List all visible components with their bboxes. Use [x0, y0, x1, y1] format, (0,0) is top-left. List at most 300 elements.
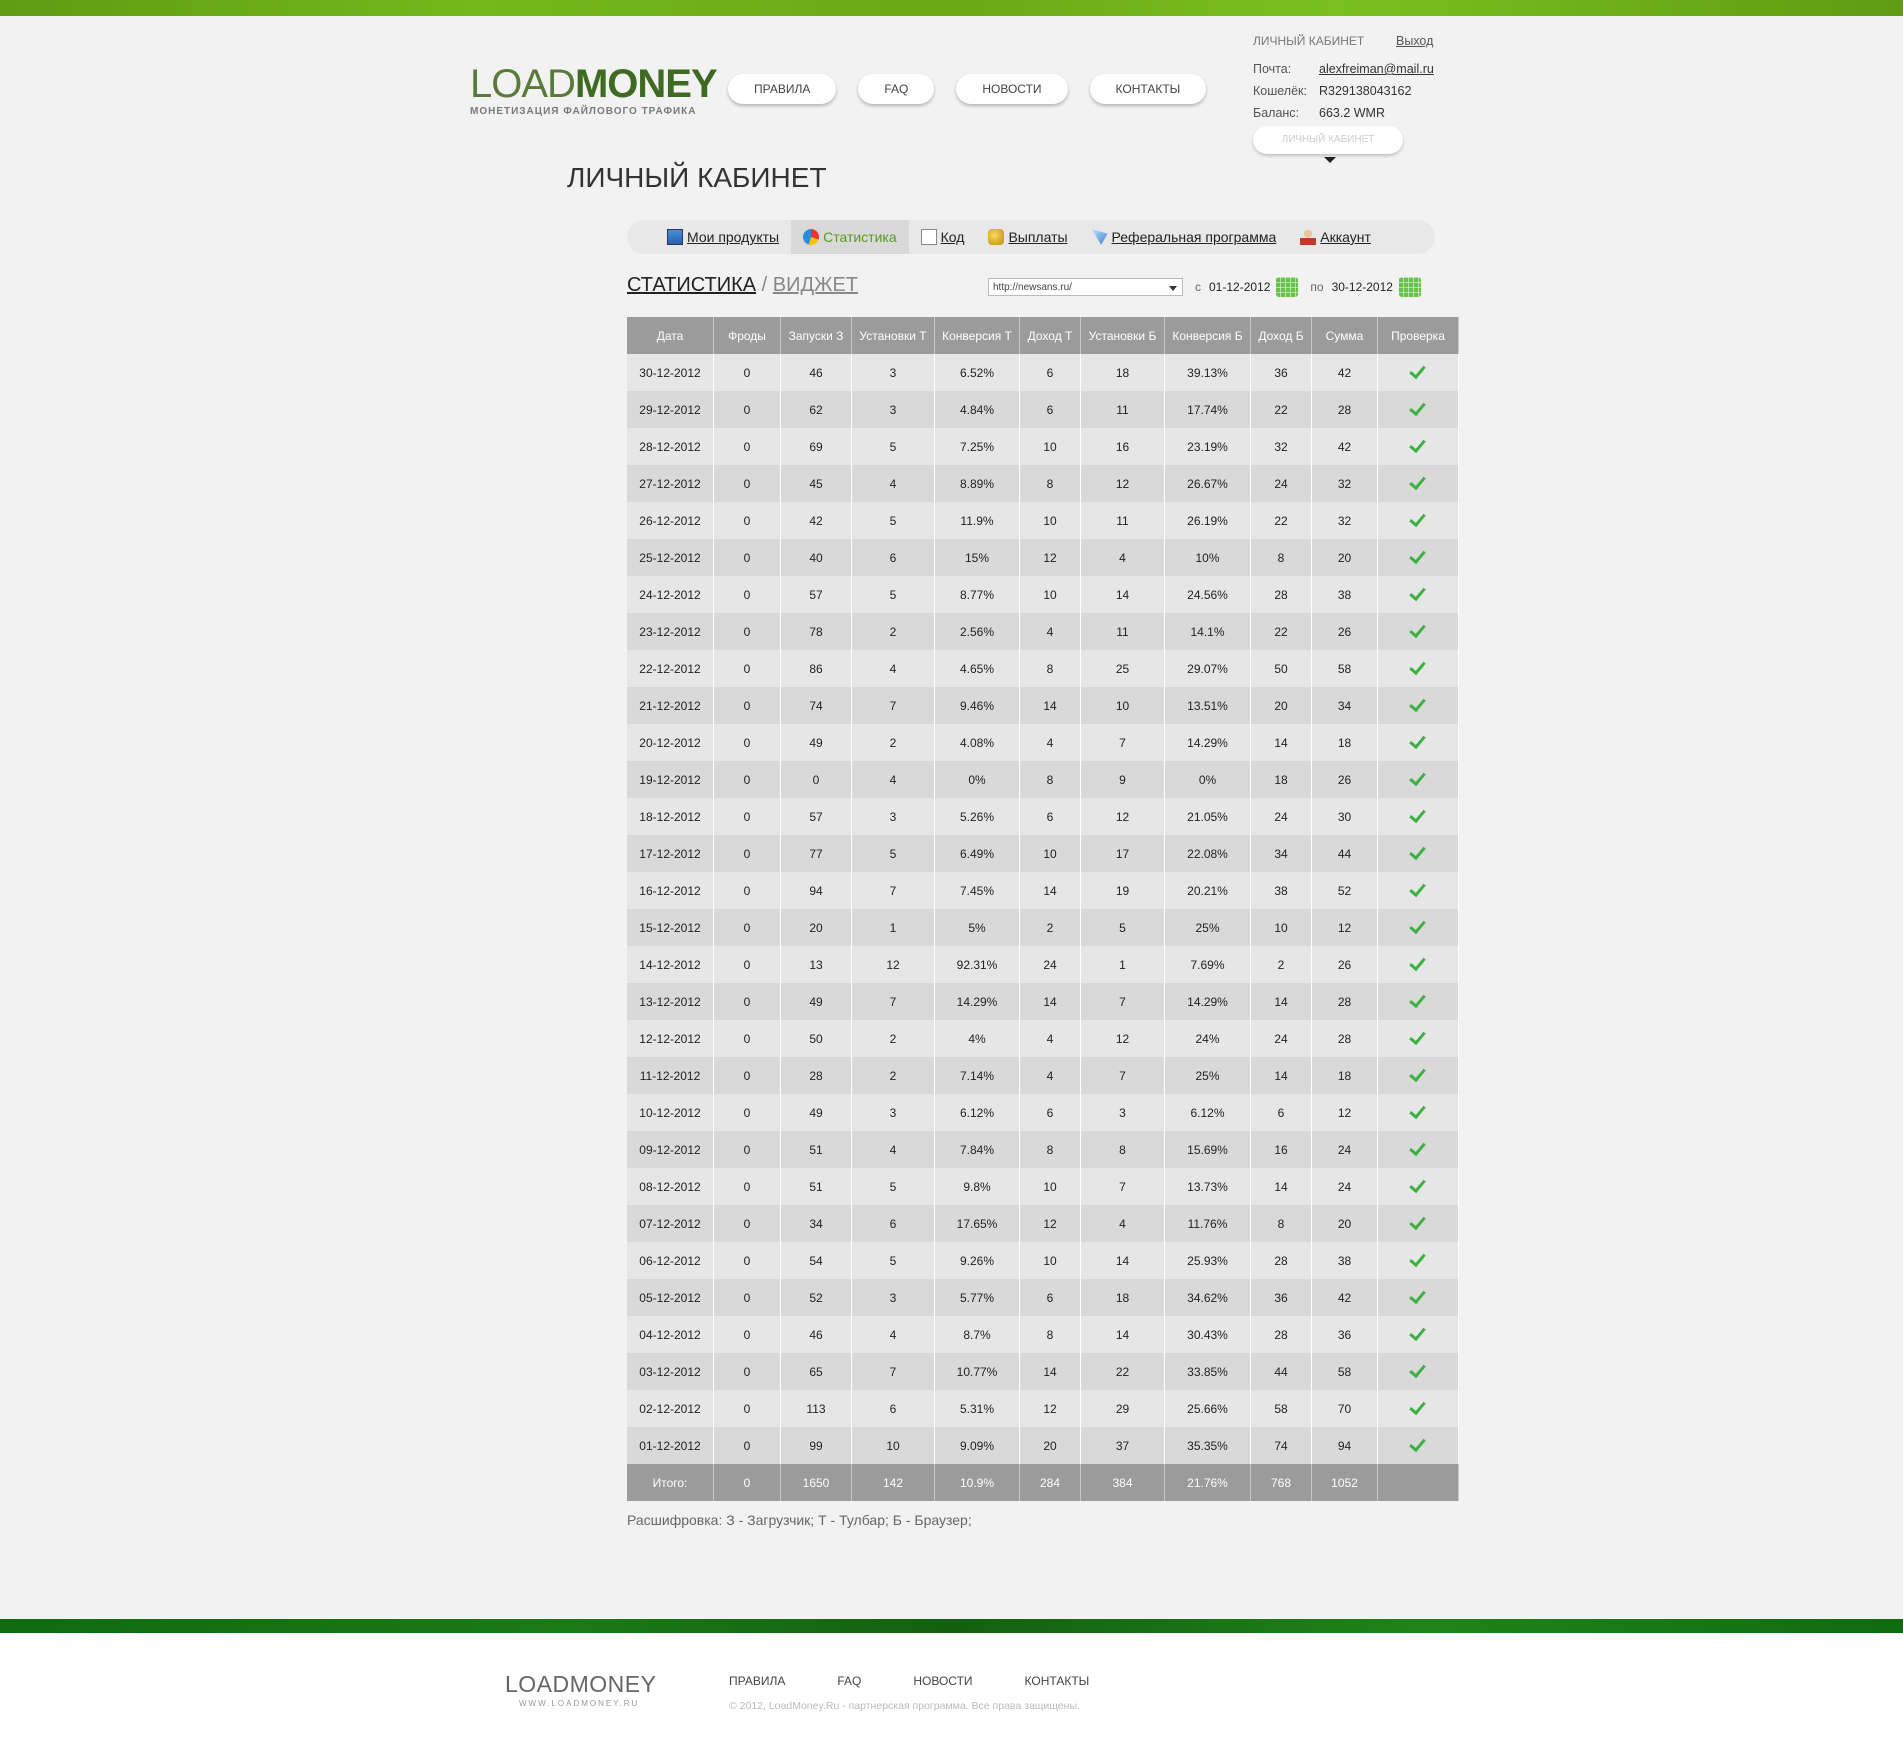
table-cell: 113: [781, 1390, 852, 1427]
table-cell: 14: [1081, 1242, 1165, 1279]
table-cell: 32: [1312, 465, 1378, 502]
table-cell: 28: [1312, 1020, 1378, 1057]
table-cell: 15%: [935, 539, 1020, 576]
table-cell: 9.46%: [935, 687, 1020, 724]
table-cell: 12: [1312, 1094, 1378, 1131]
checkmark-icon: [1410, 1362, 1426, 1378]
table-cell: 5: [852, 576, 935, 613]
table-cell: 0: [714, 354, 781, 391]
total-cell: [1378, 1464, 1459, 1501]
table-row: [627, 465, 1459, 502]
table-cell: 12: [1020, 1390, 1081, 1427]
table-cell: 4: [852, 465, 935, 502]
table-cell: 0: [714, 1390, 781, 1427]
table-cell: 18: [1312, 724, 1378, 761]
verified-cell: [1378, 613, 1459, 650]
table-row: [627, 576, 1459, 613]
page-title: ЛИЧНЫЙ КАБИНЕТ: [567, 162, 827, 193]
table-cell: 22: [1251, 613, 1312, 650]
verified-cell: [1378, 1279, 1459, 1316]
table-cell: 49: [781, 1094, 852, 1131]
logo-money-text: MONEY: [574, 62, 717, 106]
table-cell: 8: [1020, 761, 1081, 798]
total-cell: 10.9%: [935, 1464, 1020, 1501]
table-cell: 11: [1081, 613, 1165, 650]
table-cell: 7: [1081, 1168, 1165, 1205]
table-cell: 15.69%: [1165, 1131, 1251, 1168]
verified-cell: [1378, 502, 1459, 539]
verified-cell: [1378, 1057, 1459, 1094]
table-cell: 0: [714, 872, 781, 909]
table-cell: 35.35%: [1165, 1427, 1251, 1464]
table-cell: 4.65%: [935, 650, 1020, 687]
table-cell: 42: [781, 502, 852, 539]
table-cell: 9: [1081, 761, 1165, 798]
table-cell: 37: [1081, 1427, 1165, 1464]
table-cell: 04-12-2012: [627, 1316, 714, 1353]
logo[interactable]: [470, 62, 717, 120]
table-cell: 14: [1081, 576, 1165, 613]
table-cell: 0: [714, 1353, 781, 1390]
table-cell: 14-12-2012: [627, 946, 714, 983]
widget-link[interactable]: ВИДЖЕТ: [772, 274, 859, 296]
table-cell: 52: [1312, 872, 1378, 909]
table-cell: 11: [1081, 502, 1165, 539]
table-cell: 23-12-2012: [627, 613, 714, 650]
table-cell: 22: [1251, 502, 1312, 539]
table-cell: 13.51%: [1165, 687, 1251, 724]
email-label: Почта:: [1253, 62, 1292, 76]
table-cell: 8: [1020, 1316, 1081, 1353]
table-row: [627, 1427, 1459, 1464]
table-cell: 24: [1251, 465, 1312, 502]
table-cell: 4: [852, 650, 935, 687]
table-row: [627, 1094, 1459, 1131]
cabinet-button[interactable]: ЛИЧНЫЙ КАБИНЕТ: [1253, 126, 1403, 154]
checkmark-icon: [1410, 770, 1426, 786]
footer-nav-faq[interactable]: FAQ: [837, 1674, 862, 1688]
table-cell: 6.52%: [935, 354, 1020, 391]
table-cell: 30: [1312, 798, 1378, 835]
nav-rules-button[interactable]: ПРАВИЛА: [728, 74, 836, 104]
total-cell: 21.76%: [1165, 1464, 1251, 1501]
table-cell: 4: [1020, 613, 1081, 650]
calendar-icon[interactable]: [1399, 277, 1421, 297]
table-cell: 5: [852, 835, 935, 872]
table-cell: 23.19%: [1165, 428, 1251, 465]
table-cell: 58: [1312, 650, 1378, 687]
table-cell: 16-12-2012: [627, 872, 714, 909]
checkmark-icon: [1410, 955, 1426, 971]
table-cell: 0: [714, 1205, 781, 1242]
tab-account[interactable]: [1288, 220, 1383, 254]
table-row: [627, 1168, 1459, 1205]
table-cell: 10: [1251, 909, 1312, 946]
footer-stripe: [0, 1619, 1903, 1633]
total-cell: 768: [1251, 1464, 1312, 1501]
site-select[interactable]: [988, 278, 1183, 296]
tab-my-products[interactable]: [655, 220, 791, 254]
table-cell: 21-12-2012: [627, 687, 714, 724]
footer-nav-rules[interactable]: ПРАВИЛА: [729, 1674, 786, 1688]
table-cell: 0: [714, 391, 781, 428]
table-body: [627, 354, 1459, 1501]
column-header: Конверсия Б: [1165, 317, 1251, 354]
tab-code[interactable]: [909, 220, 977, 254]
table-cell: 10-12-2012: [627, 1094, 714, 1131]
table-cell: 05-12-2012: [627, 1279, 714, 1316]
table-cell: 0: [714, 650, 781, 687]
table-cell: 2: [1020, 909, 1081, 946]
table-cell: 4: [1020, 1057, 1081, 1094]
table-cell: 14: [1020, 687, 1081, 724]
table-header-row: [627, 317, 1459, 354]
table-cell: 0: [714, 909, 781, 946]
table-cell: 10.77%: [935, 1353, 1020, 1390]
date-from-label: с: [1195, 280, 1201, 294]
table-cell: 24.56%: [1165, 576, 1251, 613]
checkmark-icon: [1410, 992, 1426, 1008]
table-cell: 6: [1020, 391, 1081, 428]
column-header: Конверсия Т: [935, 317, 1020, 354]
table-cell: 6.12%: [935, 1094, 1020, 1131]
table-cell: 7: [852, 872, 935, 909]
checkmark-icon: [1410, 844, 1426, 860]
table-row: [627, 835, 1459, 872]
stats-link[interactable]: СТАТИСТИКА: [627, 274, 757, 296]
table-cell: 7: [1081, 724, 1165, 761]
table-cell: 8: [1020, 465, 1081, 502]
table-cell: 34: [1312, 687, 1378, 724]
monitor-icon: [667, 229, 683, 245]
chevron-down-icon: [1169, 286, 1177, 291]
table-cell: 12: [1312, 909, 1378, 946]
verified-cell: [1378, 354, 1459, 391]
table-cell: 12: [1081, 465, 1165, 502]
table-cell: 28: [781, 1057, 852, 1094]
verified-cell: [1378, 576, 1459, 613]
verified-cell: [1378, 798, 1459, 835]
table-cell: 26.19%: [1165, 502, 1251, 539]
table-cell: 18: [1312, 1057, 1378, 1094]
table-cell: 25: [1081, 650, 1165, 687]
site-select-value: http://newsans.ru/: [993, 282, 1072, 293]
table-row: [627, 946, 1459, 983]
table-cell: 5: [852, 502, 935, 539]
table-cell: 20: [1251, 687, 1312, 724]
wallet-label: Кошелёк:: [1253, 84, 1307, 98]
table-cell: 6: [1020, 1094, 1081, 1131]
table-cell: 22: [1251, 391, 1312, 428]
table-cell: 0: [714, 613, 781, 650]
table-cell: 18: [1081, 354, 1165, 391]
table-cell: 15-12-2012: [627, 909, 714, 946]
table-cell: 10%: [1165, 539, 1251, 576]
table-cell: 22.08%: [1165, 835, 1251, 872]
tab-statistics[interactable]: [791, 220, 909, 254]
table-cell: 4: [852, 1131, 935, 1168]
table-row: [627, 1020, 1459, 1057]
table-cell: 0: [781, 761, 852, 798]
table-cell: 74: [781, 687, 852, 724]
table-cell: 0: [714, 1094, 781, 1131]
table-cell: 16: [1081, 428, 1165, 465]
total-cell: 384: [1081, 1464, 1165, 1501]
table-cell: 20.21%: [1165, 872, 1251, 909]
table-cell: 36: [1251, 354, 1312, 391]
table-row: [627, 502, 1459, 539]
table-cell: 16: [1251, 1131, 1312, 1168]
user-box-title: ЛИЧНЫЙ КАБИНЕТ: [1253, 34, 1365, 48]
table-cell: 0: [714, 1316, 781, 1353]
table-cell: 0: [714, 983, 781, 1020]
table-cell: 36: [1312, 1316, 1378, 1353]
top-stripe: [0, 0, 1903, 16]
table-cell: 3: [852, 391, 935, 428]
table-cell: 0: [714, 761, 781, 798]
table-cell: 13.73%: [1165, 1168, 1251, 1205]
table-cell: 8: [1251, 1205, 1312, 1242]
tab-label: Аккаунт: [1320, 229, 1371, 245]
table-cell: 7: [852, 687, 935, 724]
table-cell: 49: [781, 983, 852, 1020]
checkmark-icon: [1410, 622, 1426, 638]
table-cell: 12: [1081, 798, 1165, 835]
tab-payouts[interactable]: [976, 220, 1079, 254]
verified-cell: [1378, 724, 1459, 761]
table-cell: 9.8%: [935, 1168, 1020, 1205]
table-cell: 92.31%: [935, 946, 1020, 983]
tab-referral[interactable]: [1080, 220, 1289, 254]
verified-cell: [1378, 1242, 1459, 1279]
cabinet-arrow-icon: [1324, 157, 1336, 163]
table-cell: 49: [781, 724, 852, 761]
table-cell: 29: [1081, 1390, 1165, 1427]
table-cell: 24-12-2012: [627, 576, 714, 613]
table-cell: 7.84%: [935, 1131, 1020, 1168]
table-cell: 0: [714, 539, 781, 576]
table-cell: 38: [1312, 1242, 1378, 1279]
table-cell: 20: [1020, 1427, 1081, 1464]
table-cell: 42: [1312, 428, 1378, 465]
verified-cell: [1378, 1168, 1459, 1205]
table-cell: 4.84%: [935, 391, 1020, 428]
checkmark-icon: [1410, 1251, 1426, 1267]
checkmark-icon: [1410, 918, 1426, 934]
table-cell: 0: [714, 1427, 781, 1464]
stats-separator: /: [756, 274, 773, 296]
table-cell: 28: [1251, 576, 1312, 613]
checkmark-icon: [1410, 1399, 1426, 1415]
checkmark-icon: [1410, 1214, 1426, 1230]
verified-cell: [1378, 687, 1459, 724]
user-wallet-row: [1253, 84, 1411, 98]
nav-faq-button[interactable]: FAQ: [858, 74, 934, 104]
table-cell: 19: [1081, 872, 1165, 909]
table-cell: 58: [1312, 1353, 1378, 1390]
table-cell: 17-12-2012: [627, 835, 714, 872]
checkmark-icon: [1410, 1436, 1426, 1452]
table-cell: 26: [1312, 946, 1378, 983]
verified-cell: [1378, 1353, 1459, 1390]
table-cell: 5.31%: [935, 1390, 1020, 1427]
logout-link[interactable]: Выход: [1396, 34, 1434, 48]
table-cell: 2: [1251, 946, 1312, 983]
table-cell: 4: [1020, 1020, 1081, 1057]
table-cell: 26: [1312, 613, 1378, 650]
table-cell: 11.9%: [935, 502, 1020, 539]
table-cell: 02-12-2012: [627, 1390, 714, 1427]
table-cell: 0: [714, 1279, 781, 1316]
table-cell: 86: [781, 650, 852, 687]
table-cell: 24: [1251, 798, 1312, 835]
table-cell: 0: [714, 1242, 781, 1279]
checkmark-icon: [1410, 1029, 1426, 1045]
email-link[interactable]: alexfreiman@mail.ru: [1319, 62, 1434, 76]
footer-nav-news[interactable]: НОВОСТИ: [913, 1674, 973, 1688]
table-cell: 0%: [935, 761, 1020, 798]
table-cell: 2: [852, 1020, 935, 1057]
date-to-label: по: [1310, 280, 1324, 294]
table-cell: 18-12-2012: [627, 798, 714, 835]
table-cell: 5%: [935, 909, 1020, 946]
table-cell: 99: [781, 1427, 852, 1464]
table-cell: 4: [1081, 539, 1165, 576]
table-cell: 4: [1081, 1205, 1165, 1242]
table-cell: 24: [1312, 1168, 1378, 1205]
verified-cell: [1378, 761, 1459, 798]
table-cell: 40: [781, 539, 852, 576]
table-cell: 12: [1081, 1020, 1165, 1057]
table-cell: 44: [1251, 1353, 1312, 1390]
checkmark-icon: [1410, 807, 1426, 823]
table-cell: 57: [781, 576, 852, 613]
table-cell: 6: [852, 1390, 935, 1427]
table-cell: 8: [1020, 1131, 1081, 1168]
table-cell: 25.93%: [1165, 1242, 1251, 1279]
verified-cell: [1378, 465, 1459, 502]
table-cell: 38: [1251, 872, 1312, 909]
table-row: [627, 354, 1459, 391]
total-cell: 1052: [1312, 1464, 1378, 1501]
verified-cell: [1378, 983, 1459, 1020]
table-cell: 38: [1312, 576, 1378, 613]
total-cell: Итого:: [627, 1464, 714, 1501]
table-cell: 5: [852, 428, 935, 465]
logo-load-text: LOAD: [470, 62, 575, 106]
table-cell: 10: [1020, 502, 1081, 539]
table-cell: 6.12%: [1165, 1094, 1251, 1131]
logo-tagline: МОНЕТИЗАЦИЯ ФАЙЛОВОГО ТРАФИКА: [470, 106, 697, 117]
table-cell: 32: [1251, 428, 1312, 465]
table-cell: 7.25%: [935, 428, 1020, 465]
table-cell: 17: [1081, 835, 1165, 872]
table-cell: 18: [1251, 761, 1312, 798]
table-cell: 29-12-2012: [627, 391, 714, 428]
calendar-icon[interactable]: [1276, 277, 1298, 297]
table-cell: 6: [1020, 354, 1081, 391]
table-cell: 20-12-2012: [627, 724, 714, 761]
nav-contacts-button[interactable]: КОНТАКТЫ: [1090, 74, 1207, 104]
table-cell: 17.74%: [1165, 391, 1251, 428]
table-cell: 28: [1312, 391, 1378, 428]
stats-heading: [627, 274, 858, 297]
pie-chart-icon: [803, 229, 819, 245]
table-cell: 14: [1020, 983, 1081, 1020]
column-header: Проверка: [1378, 317, 1459, 354]
table-cell: 3: [852, 798, 935, 835]
table-cell: 14: [1251, 1168, 1312, 1205]
nav-news-button[interactable]: НОВОСТИ: [956, 74, 1067, 104]
table-cell: 14.29%: [935, 983, 1020, 1020]
column-header: Установки Б: [1081, 317, 1165, 354]
date-from-value[interactable]: 01-12-2012: [1209, 280, 1271, 294]
table-cell: 32: [1312, 502, 1378, 539]
table-cell: 9.26%: [935, 1242, 1020, 1279]
table-cell: 10: [852, 1427, 935, 1464]
verified-cell: [1378, 1427, 1459, 1464]
checkmark-icon: [1410, 548, 1426, 564]
verified-cell: [1378, 835, 1459, 872]
table-cell: 4%: [935, 1020, 1020, 1057]
footer-nav-contacts[interactable]: КОНТАКТЫ: [1024, 1674, 1090, 1688]
table-row: [627, 909, 1459, 946]
table-cell: 10: [1020, 835, 1081, 872]
table-cell: 0: [714, 576, 781, 613]
table-cell: 0%: [1165, 761, 1251, 798]
table-cell: 24: [1312, 1131, 1378, 1168]
checkmark-icon: [1410, 363, 1426, 379]
stats-filter: [988, 277, 1421, 297]
table-cell: 12-12-2012: [627, 1020, 714, 1057]
legend-note: Расшифровка: З - Загрузчик; Т - Тулбар; Б - Браузер;: [627, 1512, 972, 1528]
table-row: [627, 1279, 1459, 1316]
main-nav: [728, 74, 1206, 104]
table-row: [627, 724, 1459, 761]
table-cell: 7: [1081, 1057, 1165, 1094]
checkmark-icon: [1410, 1288, 1426, 1304]
table-cell: 34: [781, 1205, 852, 1242]
table-cell: 20: [781, 909, 852, 946]
table-cell: 69: [781, 428, 852, 465]
table-row: [627, 391, 1459, 428]
table-cell: 11.76%: [1165, 1205, 1251, 1242]
table-cell: 36: [1251, 1279, 1312, 1316]
total-cell: 0: [714, 1464, 781, 1501]
table-cell: 0: [714, 1131, 781, 1168]
date-to-value[interactable]: 30-12-2012: [1331, 280, 1393, 294]
table-cell: 10: [1020, 1168, 1081, 1205]
table-cell: 6: [1020, 1279, 1081, 1316]
verified-cell: [1378, 539, 1459, 576]
table-cell: 14: [1020, 872, 1081, 909]
checkmark-icon: [1410, 733, 1426, 749]
table-cell: 11-12-2012: [627, 1057, 714, 1094]
checkmark-icon: [1410, 1140, 1426, 1156]
footer-logo[interactable]: LOADMONEY: [505, 1671, 657, 1697]
table-cell: 34: [1251, 835, 1312, 872]
table-cell: 0: [714, 1168, 781, 1205]
checkmark-icon: [1410, 585, 1426, 601]
table-cell: 46: [781, 1316, 852, 1353]
checkmark-icon: [1410, 1066, 1426, 1082]
table-cell: 8.77%: [935, 576, 1020, 613]
table-cell: 4.08%: [935, 724, 1020, 761]
table-row: [627, 539, 1459, 576]
table-cell: 09-12-2012: [627, 1131, 714, 1168]
table-cell: 4: [852, 761, 935, 798]
user-email-row: [1253, 62, 1434, 76]
